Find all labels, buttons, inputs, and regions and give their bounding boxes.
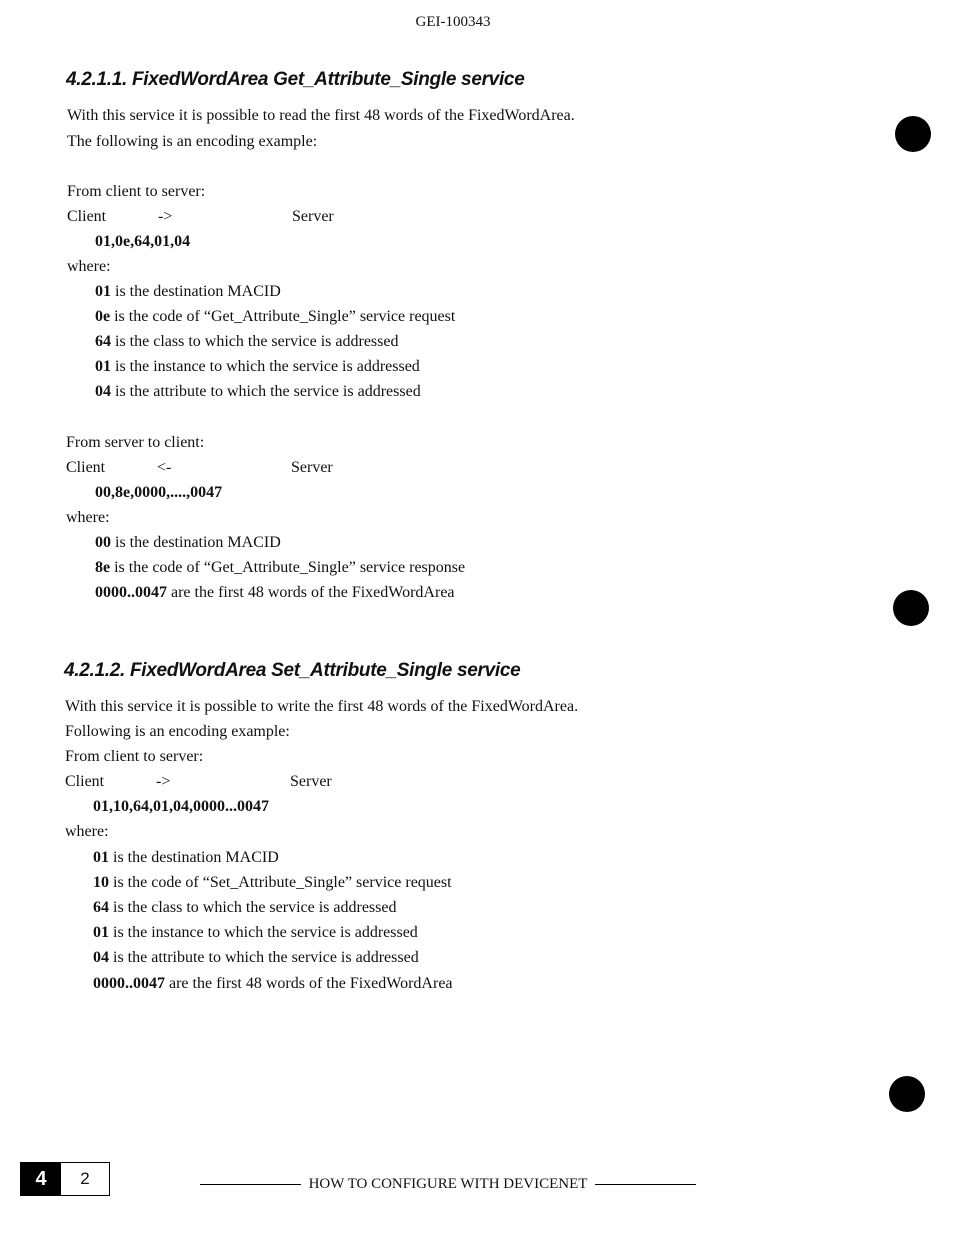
where-label: where: — [66, 509, 110, 526]
binder-hole-mark — [895, 116, 931, 152]
field-description — [95, 308, 455, 326]
field-code: 04 — [93, 949, 109, 966]
field-description — [95, 333, 398, 351]
direction-label: From client to server: — [65, 748, 204, 765]
encoded-frame: 01,0e,64,01,04 — [95, 233, 191, 250]
intro-text: With this service it is possible to write the first 48 words of the FixedWordArea. — [65, 698, 579, 715]
chapter-number: 4 — [21, 1163, 61, 1195]
server-label: Server — [290, 773, 332, 790]
field-text: is the class to which the service is addressed — [111, 333, 399, 350]
field-description — [95, 534, 281, 552]
field-code: 00 — [95, 534, 111, 551]
field-code: 01 — [95, 283, 111, 300]
field-description — [93, 849, 279, 867]
field-code: 01 — [95, 358, 111, 375]
field-description — [93, 949, 419, 967]
intro-text: Following is an encoding example: — [65, 723, 290, 740]
field-text: is the code of “Get_Attribute_Single” service response — [110, 559, 466, 576]
field-code: 64 — [93, 899, 109, 916]
field-code: 10 — [93, 874, 109, 891]
section-heading-get-attribute: 4.2.1.1. FixedWordArea Get_Attribute_Single service — [66, 69, 525, 90]
field-code: 0e — [95, 308, 111, 325]
field-description — [93, 874, 452, 892]
field-text: is the attribute to which the service is addressed — [109, 949, 419, 966]
field-code: 01 — [93, 924, 109, 941]
field-text: are the first 48 words of the FixedWordArea — [167, 584, 455, 601]
field-code: 8e — [95, 559, 111, 576]
client-label: Client — [65, 773, 105, 790]
field-text: is the destination MACID — [109, 849, 279, 866]
direction-arrow: -> — [158, 208, 173, 225]
field-description — [95, 358, 420, 376]
binder-hole-mark — [889, 1076, 925, 1112]
footer-title: HOW TO CONFIGURE WITH DEVICENET — [308, 1176, 588, 1192]
field-code: 0000..0047 — [95, 584, 167, 601]
encoded-frame: 01,10,64,01,04,0000...0047 — [93, 798, 269, 815]
field-description — [93, 899, 396, 917]
section-heading-set-attribute: 4.2.1.2. FixedWordArea Set_Attribute_Single service — [64, 660, 521, 681]
intro-text: The following is an encoding example: — [67, 133, 318, 150]
field-text: is the class to which the service is addressed — [109, 899, 397, 916]
direction-label: From server to client: — [66, 434, 205, 451]
direction-label: From client to server: — [67, 183, 206, 200]
page-number-tab — [20, 1162, 110, 1196]
document-id: GEI-100343 — [415, 14, 491, 30]
field-description — [93, 975, 453, 993]
direction-arrow: <- — [157, 459, 172, 476]
binder-hole-mark — [893, 590, 929, 626]
field-description — [95, 383, 421, 401]
field-code: 0000..0047 — [93, 975, 165, 992]
client-label: Client — [67, 208, 107, 225]
field-text: is the code of “Get_Attribute_Single” service request — [110, 308, 456, 325]
field-description — [95, 283, 281, 301]
encoded-frame: 00,8e,0000,....,0047 — [95, 484, 223, 501]
field-description — [95, 559, 465, 577]
field-text: are the first 48 words of the FixedWordArea — [165, 975, 453, 992]
field-text: is the instance to which the service is addressed — [111, 358, 420, 375]
footer-title-bar — [200, 1176, 696, 1193]
footer-rule-left — [200, 1184, 301, 1185]
client-label: Client — [66, 459, 106, 476]
intro-text: With this service it is possible to read the first 48 words of the FixedWordArea. — [67, 107, 575, 124]
page-number: 2 — [80, 1169, 90, 1188]
server-label: Server — [292, 208, 334, 225]
footer-rule-right — [595, 1184, 696, 1185]
where-label: where: — [67, 258, 111, 275]
server-label: Server — [291, 459, 333, 476]
field-text: is the attribute to which the service is addressed — [111, 383, 421, 400]
where-label: where: — [65, 823, 109, 840]
field-code: 04 — [95, 383, 111, 400]
field-text: is the code of “Set_Attribute_Single” service request — [109, 874, 452, 891]
field-description — [93, 924, 418, 942]
direction-arrow: -> — [156, 773, 171, 790]
field-code: 01 — [93, 849, 109, 866]
field-code: 64 — [95, 333, 111, 350]
field-text: is the instance to which the service is addressed — [109, 924, 418, 941]
field-text: is the destination MACID — [111, 283, 281, 300]
field-description — [95, 584, 455, 602]
field-text: is the destination MACID — [111, 534, 281, 551]
